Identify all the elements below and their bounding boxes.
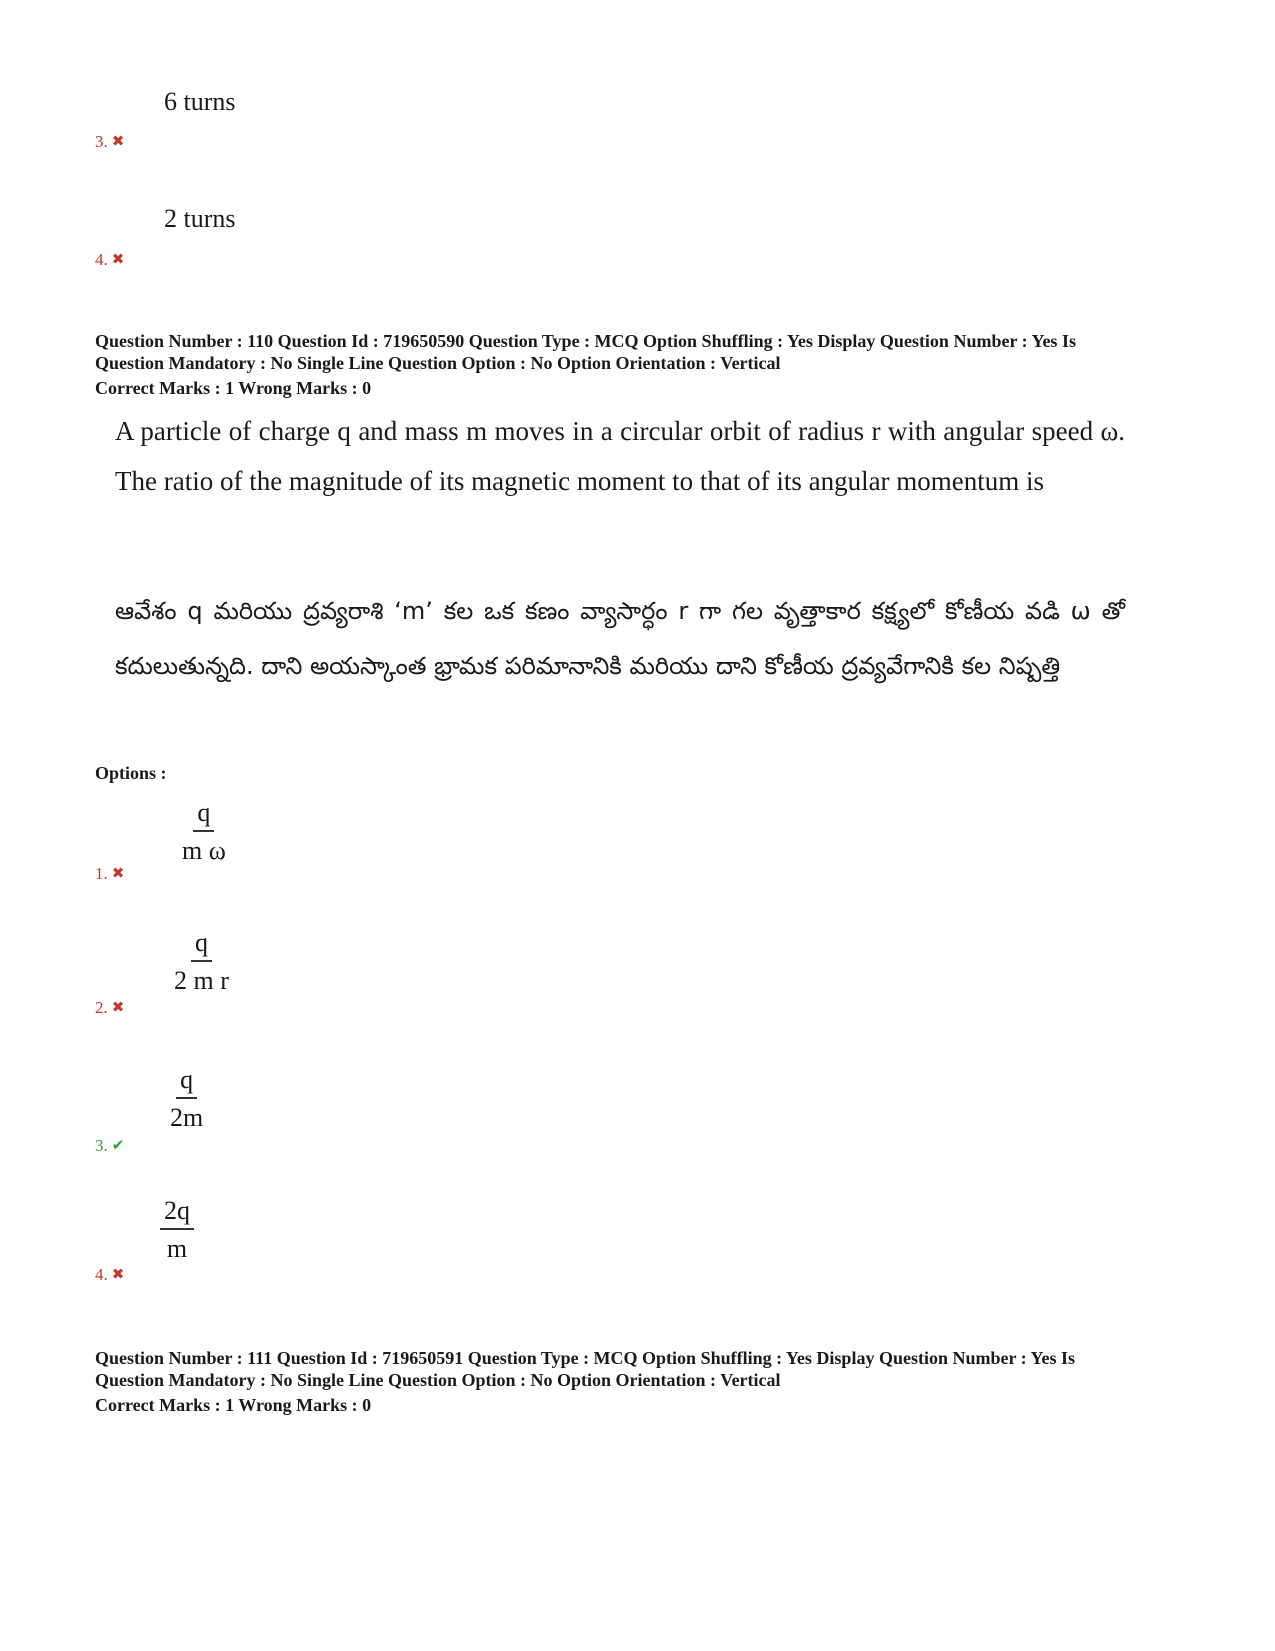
question-110-text-telugu: ఆవేశం q మరియు ద్రవ్యరాశి ‘m’ కల ఒక కణం వ్యాసార్ధం r గా గల వృత్తాకార కక్ష్యలో కోణీయ వడి ω తో కదులుతున్నది. దాని అయస్కాంత భ్రామక పరిమానానికి మరియు దాని కోణీయ ద్రవ్యవేగానికి కల నిష్పత్తి (115, 597, 1125, 680)
question-111-meta (95, 1347, 1185, 1391)
option-3-numerator: q (176, 1067, 197, 1099)
check-icon: ✔ (111, 1137, 125, 1154)
prev-option-4-number: 4. ✖ (95, 250, 125, 269)
question-110-marks: Correct Marks : 1 Wrong Marks : 0 (95, 378, 372, 398)
prev-option-4-text: 2 turns (164, 204, 236, 233)
option-4-numerator: 2q (160, 1198, 194, 1230)
option-1-numerator: q (193, 800, 214, 832)
option-3-denominator: 2m (170, 1103, 204, 1132)
question-meta-line2: Question Mandatory : No Single Line Question Option : No Option Orientation : Vertical (95, 353, 781, 373)
question-110-meta (95, 330, 1185, 374)
option-2-denominator: 2 m r (174, 966, 229, 995)
question-meta-line1: Question Number : 111 Question Id : 719650591 Question Type : MCQ Option Shuffling : Yes Display Question Number : Yes Is (95, 1348, 1075, 1368)
cross-icon: ✖ (111, 999, 125, 1016)
question-meta-line1: Question Number : 110 Question Id : 719650590 Question Type : MCQ Option Shuffling : Yes Display Question Number : Yes Is (95, 331, 1076, 351)
prev-option-3-text: 6 turns (164, 87, 236, 116)
option-2-numerator: q (191, 930, 212, 962)
cross-icon: ✖ (111, 251, 125, 268)
cross-icon: ✖ (111, 133, 125, 150)
option-1-denominator: m ω (182, 836, 226, 865)
question-111-marks: Correct Marks : 1 Wrong Marks : 0 (95, 1395, 372, 1415)
prev-option-3-number: 3. ✖ (95, 132, 125, 151)
option-3-number: 3. ✔ (95, 1136, 125, 1155)
option-4-number: 4. ✖ (95, 1265, 125, 1284)
options-label: Options : (95, 763, 167, 783)
option-4-denominator: m (166, 1234, 188, 1263)
option-3-fraction (166, 1067, 207, 1131)
option-2-number: 2. ✖ (95, 998, 125, 1017)
question-110-text-english: A particle of charge q and mass m moves in a circular orbit of radius r with angular speed ω. The ratio of the magnitude of its magnetic moment to that of its angular momentum is (115, 416, 1125, 496)
cross-icon: ✖ (111, 1266, 125, 1283)
option-1-number: 1. ✖ (95, 864, 125, 883)
cross-icon: ✖ (111, 865, 125, 882)
option-4-fraction (160, 1198, 194, 1262)
option-1-fraction (178, 800, 230, 864)
option-2-fraction (170, 930, 233, 994)
question-meta-line2: Question Mandatory : No Single Line Question Option : No Option Orientation : Vertical (95, 1370, 781, 1390)
